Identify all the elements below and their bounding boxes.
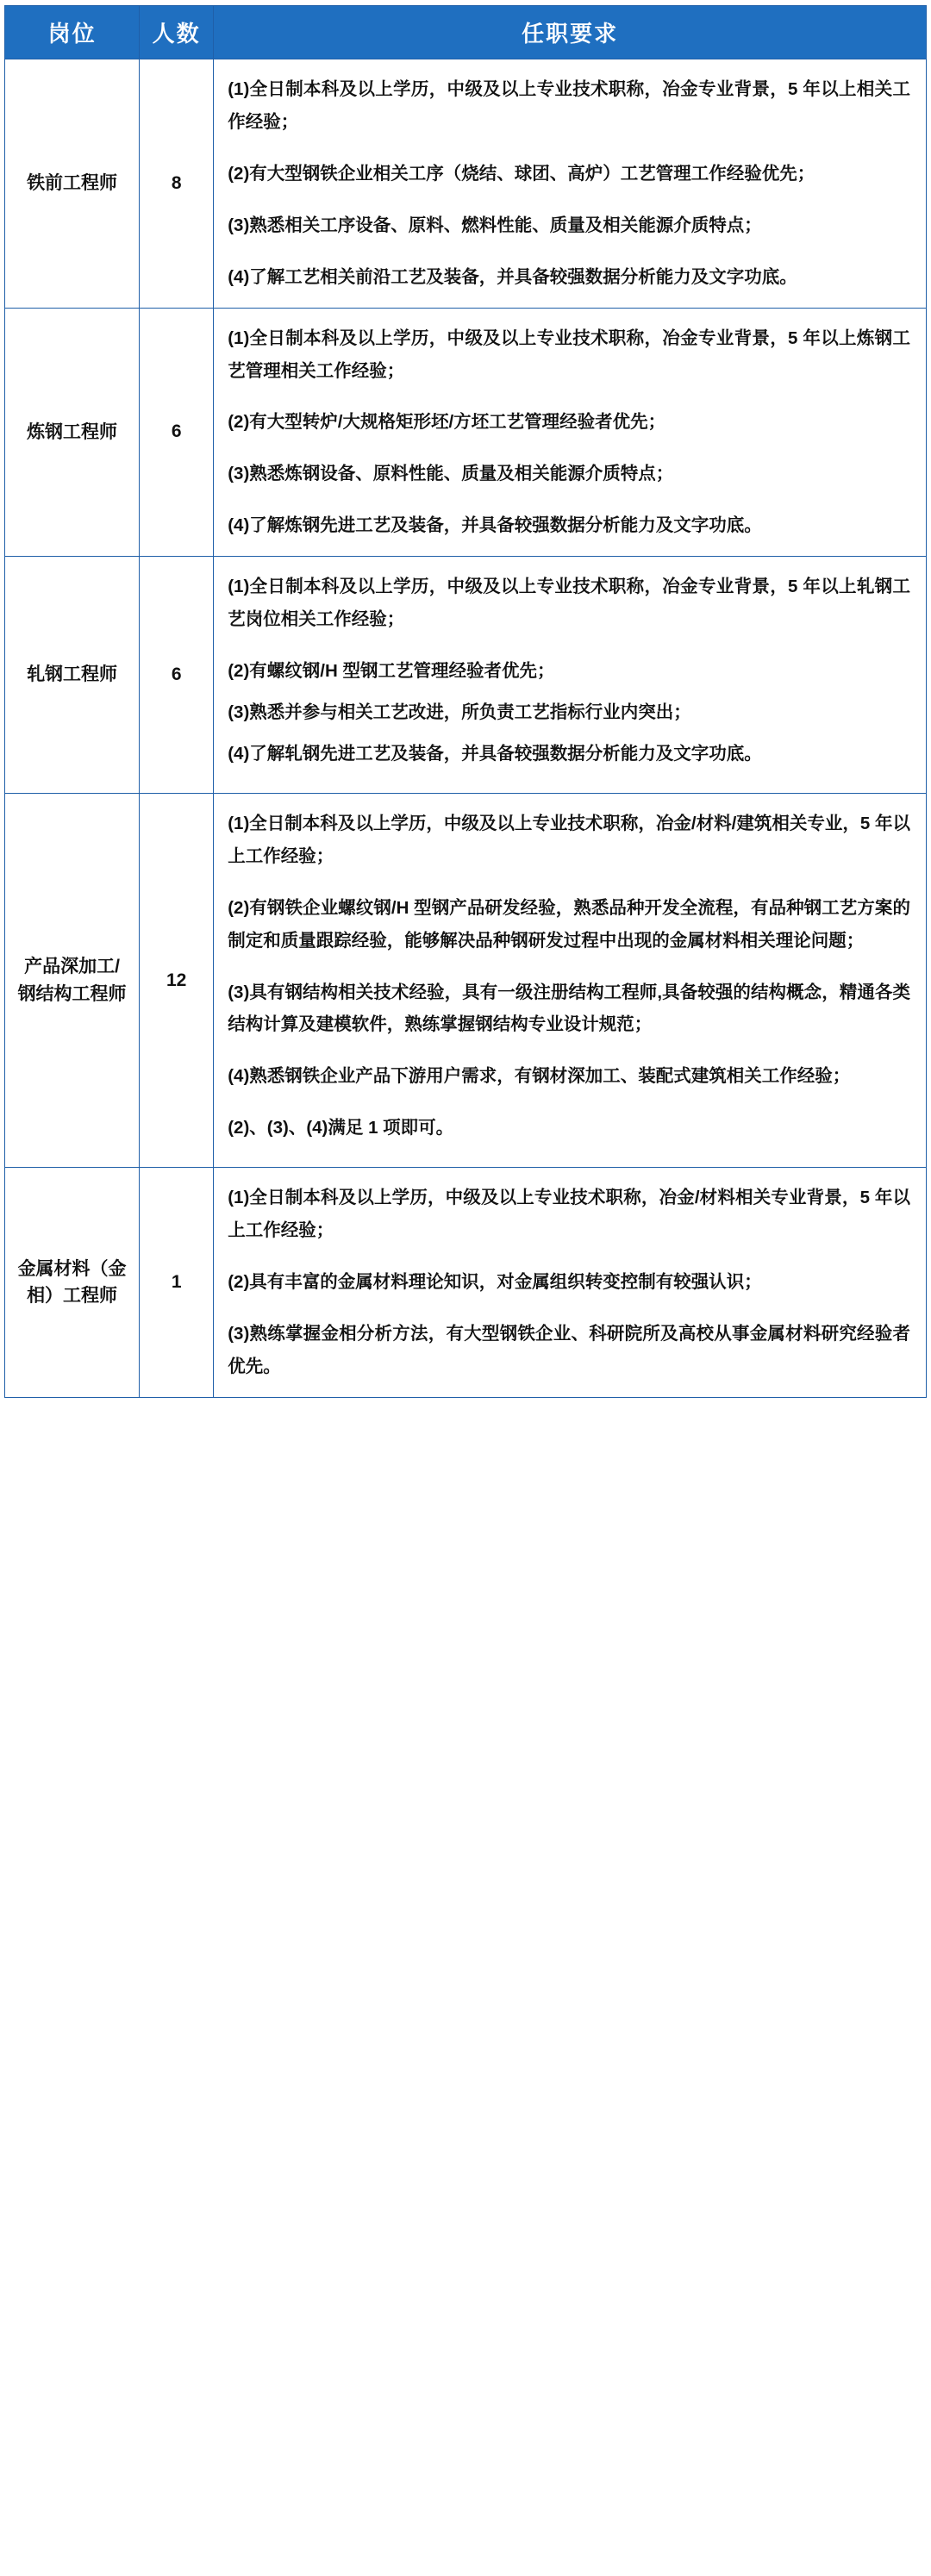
post-name — [5, 1168, 140, 1398]
requirement-item: (2)有钢铁企业螺纹钢/H 型钢产品研发经验，熟悉品种开发全流程，有品种钢工艺方案的制定和质量跟踪经验，能够解决品种钢研发过程中出现的金属材料相关理论问题； — [228, 897, 910, 951]
job-requirements-table — [4, 5, 927, 1398]
table-header-row — [5, 6, 927, 59]
post-label-0: 铁前工程师 — [27, 173, 118, 194]
table-row — [5, 557, 927, 794]
table-header — [5, 6, 927, 59]
post-count: 1 — [140, 1168, 214, 1398]
post-count: 12 — [140, 793, 214, 1167]
table-row — [5, 793, 927, 1167]
post-label-1: 炼钢工程师 — [27, 421, 118, 442]
column-header-requirements: 任职要求 — [214, 6, 927, 59]
column-header-post: 岗位 — [5, 6, 140, 59]
requirement-item: (1)全日制本科及以上学历，中级及以上专业技术职称，冶金专业背景，5 年以上相关工作经验； — [228, 79, 910, 132]
post-name — [5, 793, 140, 1167]
requirement-item: (1)全日制本科及以上学历，中级及以上专业技术职称，冶金/材料相关专业背景，5 年以上工作经验； — [228, 1188, 910, 1241]
post-count: 8 — [140, 59, 214, 309]
requirement-item: (3)熟悉炼钢设备、原料性能、质量及相关能源介质特点； — [228, 464, 674, 484]
table-row — [5, 1168, 927, 1398]
requirement-item: (2)、(3)、(4)满足 1 项即可。 — [228, 1118, 454, 1138]
requirement-item: (3)熟悉相关工序设备、原料、燃料性能、质量及相关能源介质特点； — [228, 215, 762, 235]
requirement-item: (2)有大型转炉/大规格矩形坯/方坯工艺管理经验者优先； — [228, 412, 666, 433]
requirement-item: (2)有大型钢铁企业相关工序（烧结、球团、高炉）工艺管理工作经验优先； — [228, 163, 815, 184]
table-row — [5, 59, 927, 309]
post-requirements — [214, 59, 927, 309]
requirement-item: (3)熟悉并参与相关工艺改进，所负责工艺指标行业内突出； — [228, 702, 691, 722]
requirement-item: (3)熟练掌握金相分析方法，有大型钢铁企业、科研院所及高校从事金属材料研究经验者优先。 — [228, 1323, 910, 1376]
requirement-item: (4)了解炼钢先进工艺及装备，并具备较强数据分析能力及文字功底。 — [228, 515, 762, 536]
requirement-item: (3)具有钢结构相关技术经验，具有一级注册结构工程师,具备较强的结构概念，精通各类结构计算及建模软件，熟练掌握钢结构专业设计规范； — [228, 982, 910, 1035]
post-requirements — [214, 557, 927, 794]
table-body — [5, 59, 927, 1398]
post-label-4: 金属材料（金相）工程师 — [17, 1258, 127, 1306]
requirement-item: (4)了解轧钢先进工艺及装备，并具备较强数据分析能力及文字功底。 — [228, 743, 762, 764]
requirement-item: (4)了解工艺相关前沿工艺及装备，并具备较强数据分析能力及文字功底。 — [228, 266, 797, 287]
post-name — [5, 557, 140, 794]
post-name — [5, 59, 140, 309]
post-requirements — [214, 308, 927, 557]
requirement-item: (4)熟悉钢铁企业产品下游用户需求，有钢材深加工、装配式建筑相关工作经验； — [228, 1066, 851, 1087]
post-count: 6 — [140, 308, 214, 557]
post-requirements — [214, 793, 927, 1167]
requirement-item: (2)具有丰富的金属材料理论知识，对金属组织转变控制有较强认识； — [228, 1272, 762, 1293]
table-row — [5, 308, 927, 557]
post-requirements — [214, 1168, 927, 1398]
post-count: 6 — [140, 557, 214, 794]
requirement-item: (1)全日制本科及以上学历，中级及以上专业技术职称，冶金专业背景，5 年以上轧钢工艺岗位相关工作经验； — [228, 577, 910, 630]
post-label-2: 轧钢工程师 — [27, 664, 118, 685]
post-label-3: 产品深加工/ 钢结构工程师 — [17, 957, 127, 1004]
column-header-count: 人数 — [140, 6, 214, 59]
requirement-item: (1)全日制本科及以上学历，中级及以上专业技术职称，冶金/材料/建筑相关专业，5 年以上工作经验； — [228, 813, 910, 866]
post-name — [5, 308, 140, 557]
requirement-item: (1)全日制本科及以上学历，中级及以上专业技术职称，冶金专业背景，5 年以上炼钢工艺管理相关工作经验； — [228, 327, 910, 381]
requirement-item: (2)有螺纹钢/H 型钢工艺管理经验者优先； — [228, 661, 555, 682]
